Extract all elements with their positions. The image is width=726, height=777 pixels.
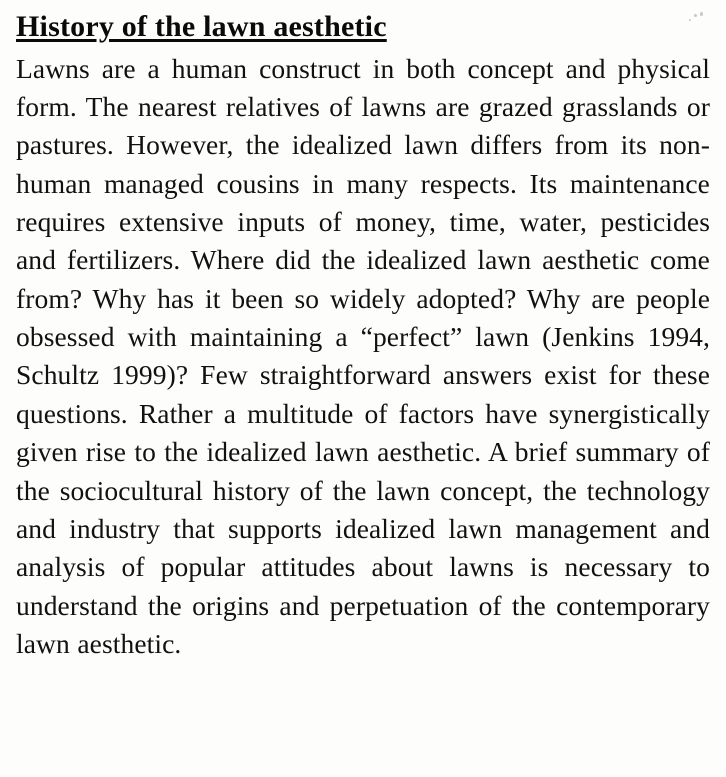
section-paragraph: Lawns are a human construct in both concept and physical form. The nearest relatives of lawns are grazed grasslands or pastures. However, the idealized lawn differs from its non-human managed cousins in many respects. Its maintenance requires extensive inputs of money, time, water, pesticides and fertilizers. Where did the idealized lawn aesthetic come from? Why has it been so widely adopted? Why are people obsessed with maintaining a “perfect” lawn (Jenkins 1994, Schultz 1999)? Few straightforward answers exist for these questions. Rather a multitude of factors have synergistically given rise to the idealized lawn aesthetic. A brief summary of the sociocultural history of the lawn concept, the technology and industry that supports idealized lawn management and analysis of popular attitudes about lawns is necessary to understand the origins and perpetuation of the contemporary lawn aesthetic. [16, 52, 710, 659]
document-content [16, 10, 710, 663]
section-heading: History of the lawn aesthetic [16, 10, 387, 43]
